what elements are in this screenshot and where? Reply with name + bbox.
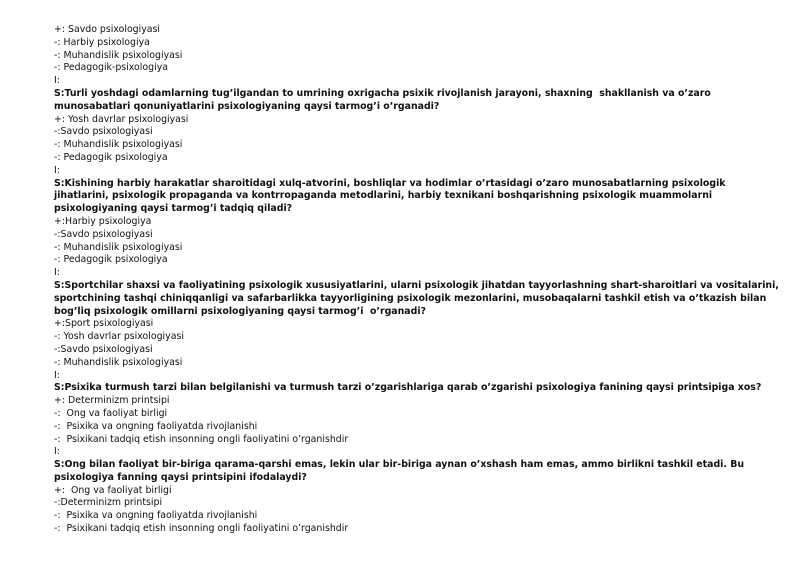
- separator-line: I:: [54, 369, 60, 381]
- question-block-5: [54, 459, 780, 536]
- question-block-2: [54, 178, 780, 280]
- question-block-1: [54, 88, 780, 178]
- option-line: -: Psixikani tadqiq etish insonning ongli faoliyatini o’rganishdir: [54, 433, 349, 445]
- option-line: -: Psixikani tadqiq etish insonning ongli faoliyatini o’rganishdir: [54, 523, 349, 535]
- option-line: -: Pedagogik psixologiya: [54, 151, 168, 163]
- separator-line: I:: [54, 267, 60, 279]
- option-line: -: Muhandislik psixologiyasi: [54, 356, 183, 368]
- option-line: -: Harbiy psixologiya: [54, 36, 150, 48]
- option-line: +: Savdo psixologiyasi: [54, 24, 161, 35]
- option-line: +:Harbiy psixologiya: [54, 215, 152, 227]
- question-text: S:Turli yoshdagi odamlarning tug’ilgandan to umrining oxrigacha psixik rivojlanish jarayoni, shaxning shakllanish va o’zaro munosabatlari qonuniyatlarini psixologiyaning qaysi tarmog’i o’rganadi?: [54, 87, 715, 112]
- option-line: -: Muhandislik psixologiyasi: [54, 49, 183, 61]
- option-line: -:Determinizm printsipi: [54, 497, 163, 509]
- option-line: +: Determinizm printsipi: [54, 395, 170, 407]
- question-text: S:Kishining harbiy harakatlar sharoitidagi xulq-atvorini, boshliqlar va hodimlar o’rtasidagi o’zaro munosabatlarning psixologik jihatlarini, psixologik propaganda va kontrropaganda metodlarini, harbiy texnikani boshqarishning psixologik muammolarni psixologiyaning qaysi tarmog’i tadqiq qiladi?: [54, 177, 729, 215]
- option-line: -: Muhandislik psixologiyasi: [54, 139, 183, 151]
- question-text: S:Sportchilar shaxsi va faoliyatining psixologik xususiyatlarini, ularni psixologik jihatdan tayyorlashning shart-sharoitlari va vositalarini, sportchining tashqi chiniqqanligi va safarbarlikka tayyorligining psixologik mezonlarini, musobaqalarni tashkil etish va o’tkazish bilan bog’liq psixologik omillarni psixologiyaning qaysi tarmog’i o’rganadi?: [54, 279, 783, 317]
- option-line: -: Pedagogik-psixologiya: [54, 62, 168, 74]
- question-block-4: [54, 382, 780, 459]
- answer-block-0: [54, 24, 780, 88]
- option-line: +: Yosh davrlar psixologiyasi: [54, 113, 189, 125]
- question-text: S:Ong bilan faoliyat bir-biriga qarama-qarshi emas, lekin ular bir-biriga aynan o’xshash ham emas, ammo birlikni tashkil etadi. Bu psixologiya fanning qaysi printsipini ifodalaydi?: [54, 459, 748, 483]
- option-line: +: Ong va faoliyat birligi: [54, 484, 172, 496]
- option-line: -: Muhandislik psixologiyasi: [54, 241, 183, 253]
- option-line: -: Psixika va ongning faoliyatda rivojlanishi: [54, 420, 258, 432]
- separator-line: I:: [54, 164, 60, 176]
- option-line: -:Savdo psixologiyasi: [54, 228, 153, 240]
- option-line: -:Savdo psixologiyasi: [54, 126, 153, 138]
- option-line: -: Yosh davrlar psixologiyasi: [54, 331, 184, 343]
- option-line: -: Psixika va ongning faoliyatda rivojlanishi: [54, 510, 258, 522]
- question-text: S:Psixika turmush tarzi bilan belgilanishi va turmush tarzi o’zgarishlariga qarab o’zgarishi psixologiya fanining qaysi printsipiga xos?: [54, 382, 762, 394]
- question-block-3: [54, 279, 783, 382]
- separator-line: I:: [54, 75, 60, 87]
- option-line: -: Ong va faoliyat birligi: [54, 407, 168, 419]
- option-line: +:Sport psixologiyasi: [54, 318, 154, 330]
- option-line: -:Savdo psixologiyasi: [54, 343, 153, 355]
- option-line: -: Pedagogik psixologiya: [54, 254, 168, 266]
- separator-line: I:: [54, 446, 60, 458]
